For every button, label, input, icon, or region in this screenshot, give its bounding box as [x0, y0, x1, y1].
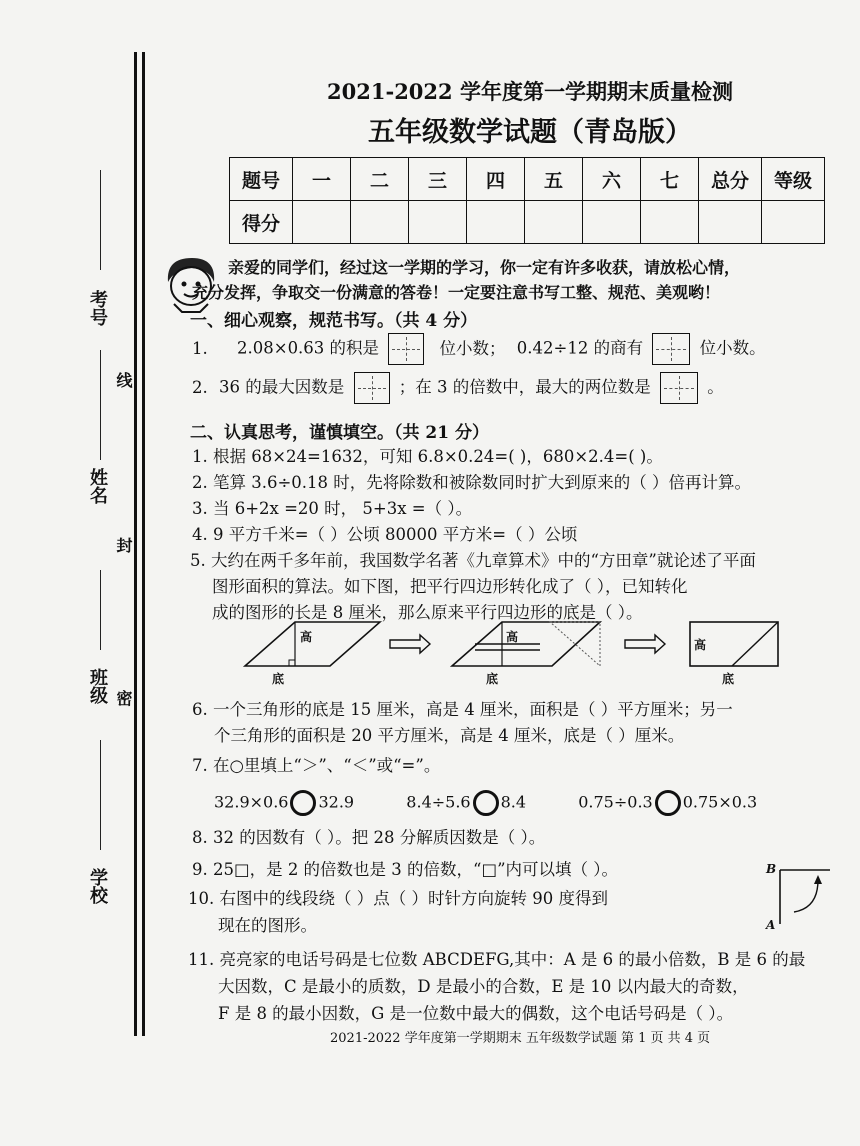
s2-q3: 3. 当 6+2x =20 时， 5+3x =（ ）。 [192, 499, 473, 518]
mark-mi: 密 [114, 690, 133, 706]
answer-box-dotted[interactable] [652, 333, 690, 365]
score-cell: 一 [293, 158, 351, 201]
fig-label-di-2: 底 [486, 672, 499, 686]
score-cell: 题号 [230, 158, 293, 201]
score-table-score-row [230, 201, 825, 244]
s1-q1-d: 位小数。 [699, 338, 766, 358]
s1-q2-b: ；在 3 的倍数中，最大的两位数是 [398, 377, 651, 397]
s1-q2-c: 。 [707, 377, 724, 397]
fig10-label-a: A [766, 918, 776, 932]
compare-circle[interactable] [473, 790, 499, 816]
s1-q2-num: 2. [192, 377, 208, 397]
label-kaohao: 考号 [87, 290, 108, 326]
mark-feng: 封 [114, 537, 133, 553]
score-blank[interactable] [293, 201, 351, 244]
blank-xingming [100, 570, 101, 650]
score-cell: 总分 [699, 158, 762, 201]
answer-box-dotted[interactable] [354, 372, 390, 404]
q7a-left: 32.9×0.6 [214, 792, 289, 812]
s2-q8: 8. 32 的因数有（ ）。把 28 分解质因数是（ ）。 [192, 828, 546, 847]
answer-box-dotted[interactable] [388, 333, 424, 365]
score-blank[interactable] [409, 201, 467, 244]
page-footer: 2021-2022 学年度第一学期期末 五年级数学试题 第 1 页 共 4 页 [330, 1031, 711, 1046]
fig-label-di-3: 底 [722, 672, 735, 686]
s2-q11-line1: 11. 亮亮家的电话号码是七位数 ABCDEFG,其中：A 是 6 的最小倍数，B 是 6 的最 [188, 950, 806, 969]
s2-q5-line2: 图形面积的算法。如下图，把平行四边形转化成了（ ），已知转化 [212, 577, 688, 596]
fig-label-gao-3: 高 [694, 638, 707, 652]
s1-q1-num: 1. [192, 338, 208, 358]
s1-q2 [192, 372, 724, 404]
s2-q6-line1: 6. 一个三角形的底是 15 厘米，高是 4 厘米，面积是（ ）平方厘米；另一 [192, 700, 733, 719]
s2-q2: 2. 笔算 3.6÷0.18 时，先将除数和被除数同时扩大到原来的（ ）倍再计算。 [192, 473, 752, 492]
score-table [229, 157, 825, 244]
binding-line-inner [142, 52, 145, 1036]
s2-q5-line1: 5. 大约在两千多年前，我国数学名著《九章算术》中的“方田章”就论述了平面 [190, 551, 756, 570]
s2-q5-line3: 成的图形的长是 8 厘米，那么原来平行四边形的底是（ ）。 [212, 603, 643, 622]
score-table-header-row [230, 158, 825, 201]
fig-label-di-1: 底 [272, 672, 285, 686]
score-blank[interactable] [467, 201, 525, 244]
q7c-right: 0.75×0.3 [682, 792, 758, 812]
s2-q10-line2: 现在的图形。 [218, 916, 317, 935]
compare-circle[interactable] [290, 790, 316, 816]
s1-q1-b: 位小数； [439, 338, 506, 358]
s2-q9: 9. 25□，是 2 的倍数也是 3 的倍数，“□”内可以填（ ）。 [192, 860, 619, 879]
q7b-right: 8.4 [500, 792, 527, 812]
s2-q4: 4. 9 平方千米=（ ）公顷 80000 平方米=（ ）公顷 [192, 525, 578, 544]
mark-xian: 线 [114, 372, 133, 388]
score-row-label: 得分 [230, 201, 293, 244]
score-blank[interactable] [641, 201, 699, 244]
q7a-right: 32.9 [318, 792, 355, 812]
blank-upper [100, 350, 101, 460]
s2-q11-line2: 大因数，C 是最小的质数，D 是最小的合数，E 是 10 以内最大的奇数， [218, 977, 749, 996]
label-xuexiao: 学校 [87, 868, 108, 904]
s1-q1 [192, 333, 766, 365]
s2-q6-line2: 个三角形的面积是 20 平方厘米，高是 4 厘米，底是（ ）厘米。 [214, 726, 685, 745]
label-xingming: 姓名 [87, 468, 108, 504]
exam-title: 2021-2022 学年度第一学期期末质量检测 [327, 79, 733, 104]
score-cell: 六 [583, 158, 641, 201]
q7b-left: 8.4÷5.6 [406, 792, 471, 812]
score-blank[interactable] [699, 201, 762, 244]
compare-circle[interactable] [655, 790, 681, 816]
q7c-left: 0.75÷0.3 [578, 792, 653, 812]
s2-q10-line1: 10. 右图中的线段绕（ ）点（ ）时针方向旋转 90 度得到 [188, 889, 608, 908]
blank-kaohao [100, 170, 101, 270]
s2-q1: 1. 根据 68×24=1632，可知 6.8×0.24=( )，680×2.4=( )。 [192, 447, 663, 466]
score-blank[interactable] [525, 201, 583, 244]
exam-subtitle: 五年级数学试题（青岛版） [368, 117, 692, 148]
intro-line-1: 亲爱的同学们，经过这一学期的学习，你一定有许多收获，请放松心情， [228, 258, 741, 277]
score-blank[interactable] [762, 201, 825, 244]
s1-q1-c: 0.42÷12 的商有 [516, 338, 644, 358]
s2-q7-compare-row [214, 790, 757, 816]
blank-banji [100, 740, 101, 850]
section1-title: 一、细心观察，规范书写。（共 4 分） [190, 311, 478, 331]
fig-label-gao-1: 高 [300, 630, 313, 644]
score-blank[interactable] [583, 201, 641, 244]
score-cell: 四 [467, 158, 525, 201]
score-cell: 三 [409, 158, 467, 201]
section2-title: 二、认真思考，谨慎填空。（共 21 分） [190, 423, 489, 443]
score-cell: 等级 [762, 158, 825, 201]
label-banji: 班级 [87, 668, 108, 704]
parallelogram-transform-figure [240, 616, 800, 686]
fig-label-gao-2: 高 [506, 630, 519, 644]
fig10-label-b: B [766, 862, 777, 876]
s2-q7: 7. 在○里填上“＞”、“＜”或“=”。 [192, 756, 441, 775]
s1-q1-a: 2.08×0.63 的积是 [237, 338, 380, 358]
score-blank[interactable] [351, 201, 409, 244]
intro-line-2: 充分发挥，争取交一份满意的答卷！一定要注意书写工整、规范、美观哟！ [192, 283, 721, 302]
s1-q2-a: 36 的最大因数是 [219, 377, 345, 397]
score-cell: 五 [525, 158, 583, 201]
rotation-figure [770, 858, 840, 930]
score-cell: 二 [351, 158, 409, 201]
s2-q11-line3: F 是 8 的最小因数，G 是一位数中最大的偶数，这个电话号码是（ ）。 [218, 1004, 734, 1023]
answer-box-dotted[interactable] [660, 372, 698, 404]
score-cell: 七 [641, 158, 699, 201]
